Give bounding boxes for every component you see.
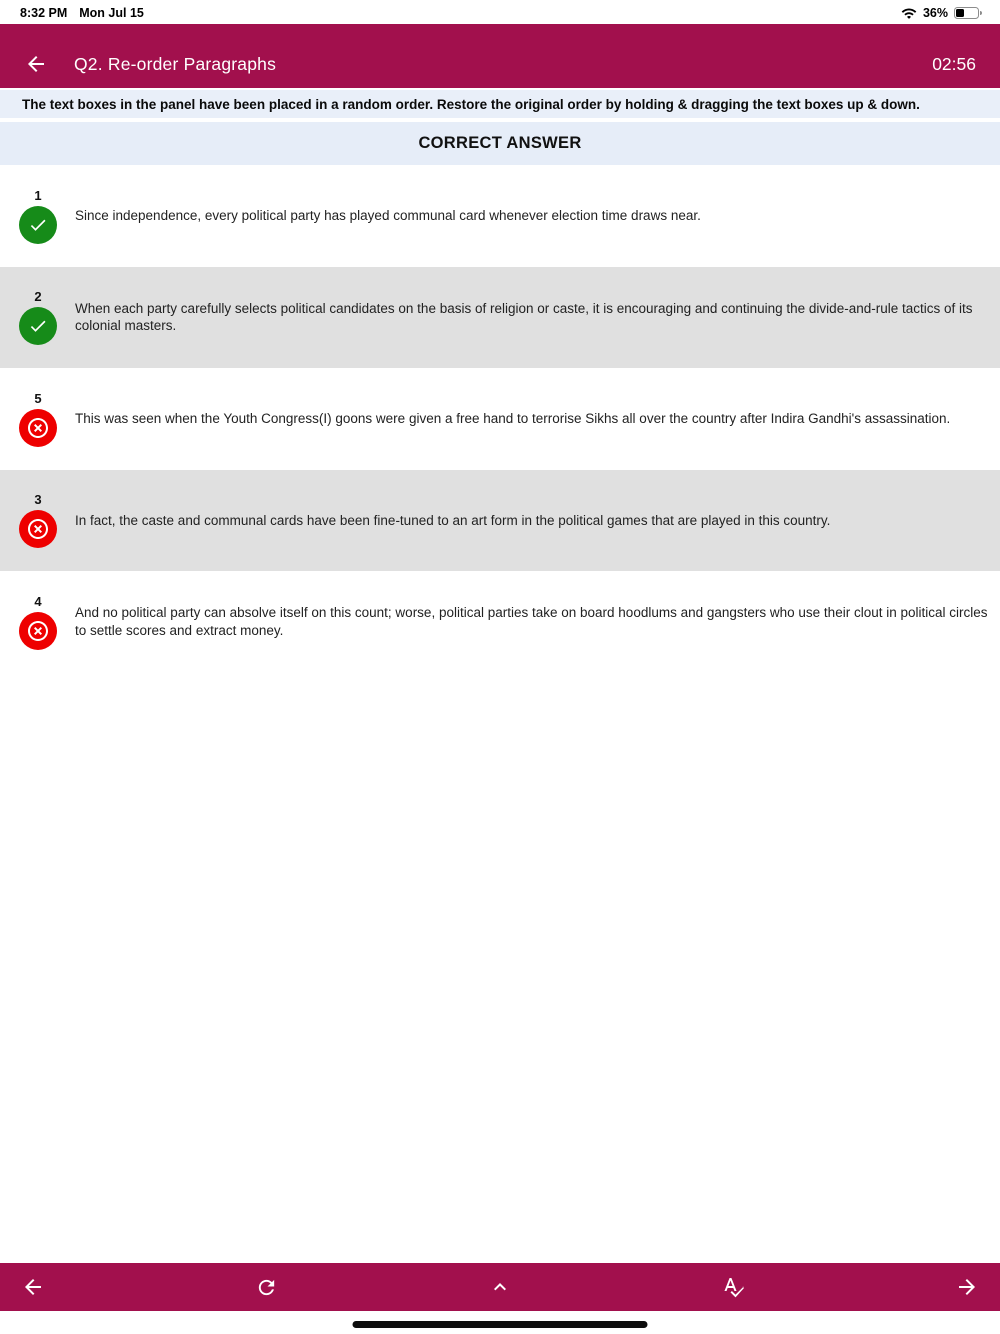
order-number: 4 <box>34 593 42 609</box>
order-badge <box>18 289 58 345</box>
status-date: Mon Jul 15 <box>79 6 144 20</box>
toolbar-back-button[interactable] <box>20 1274 46 1300</box>
refresh-icon <box>255 1276 278 1299</box>
toolbar-refresh-button[interactable] <box>254 1274 280 1300</box>
order-badge <box>18 391 58 447</box>
paragraph-text: When each party carefully selects political candidates on the basis of religion or caste, it is encouraging and continuing the divide-and-rule tactics of its colonial masters. <box>75 300 973 334</box>
timer: 02:56 <box>932 53 976 74</box>
order-badge <box>18 492 58 548</box>
bottom-toolbar <box>0 1263 1000 1311</box>
wifi-icon <box>901 7 917 20</box>
paragraph-row-1[interactable] <box>0 165 1000 267</box>
page-title: Q2. Re-order Paragraphs <box>74 53 277 74</box>
home-indicator[interactable] <box>353 1321 648 1328</box>
order-number: 2 <box>34 289 42 305</box>
order-badge <box>18 594 58 650</box>
toolbar-spellcheck-button[interactable] <box>721 1274 747 1300</box>
battery-icon <box>954 7 982 19</box>
back-icon <box>21 1275 45 1299</box>
order-number: 3 <box>34 492 42 508</box>
incorrect-icon <box>19 510 57 548</box>
order-badge <box>18 188 58 244</box>
toolbar-collapse-button[interactable] <box>487 1274 513 1300</box>
forward-icon <box>955 1275 979 1299</box>
paragraph-row-4[interactable] <box>0 470 1000 572</box>
correct-icon <box>19 206 57 244</box>
paragraph-row-2[interactable] <box>0 267 1000 369</box>
order-number: 5 <box>34 390 42 406</box>
order-number: 1 <box>34 187 42 203</box>
paragraph-text: And no political party can absolve itself on this count; worse, political parties take on board hoodlums and gangsters who use their clout in political circles to settle scores and extract money. <box>75 605 988 638</box>
status-bar <box>0 0 1000 24</box>
incorrect-icon <box>19 409 57 447</box>
toolbar-next-button[interactable] <box>954 1274 980 1300</box>
status-time: 8:32 PM <box>20 6 68 20</box>
correct-icon <box>19 307 57 345</box>
chevron-up-icon <box>488 1275 512 1299</box>
battery-percent: 36% <box>922 6 948 20</box>
paragraph-row-5[interactable] <box>0 571 1000 673</box>
paragraph-text: In fact, the caste and communal cards have been fine-tuned to an art form in the political games that are played in this country. <box>75 512 831 528</box>
arrow-back-icon <box>24 52 48 76</box>
correct-answer-banner: CORRECT ANSWER <box>0 122 1000 165</box>
app-header <box>0 24 1000 88</box>
instruction-text: The text boxes in the panel have been placed in a random order. Restore the original order by holding & dragging the text boxes up & down. <box>0 90 1000 118</box>
paragraph-row-3[interactable] <box>0 368 1000 470</box>
paragraph-text: Since independence, every political party has played communal card whenever election time draws near. <box>75 208 701 224</box>
paragraph-list <box>0 165 1000 673</box>
incorrect-icon <box>19 612 57 650</box>
header-back-button[interactable] <box>24 52 48 76</box>
spellcheck-icon <box>722 1275 746 1299</box>
paragraph-text: This was seen when the Youth Congress(I) goons were given a free hand to terrorise Sikhs all over the country after Indira Gandhi's assassination. <box>75 411 951 427</box>
